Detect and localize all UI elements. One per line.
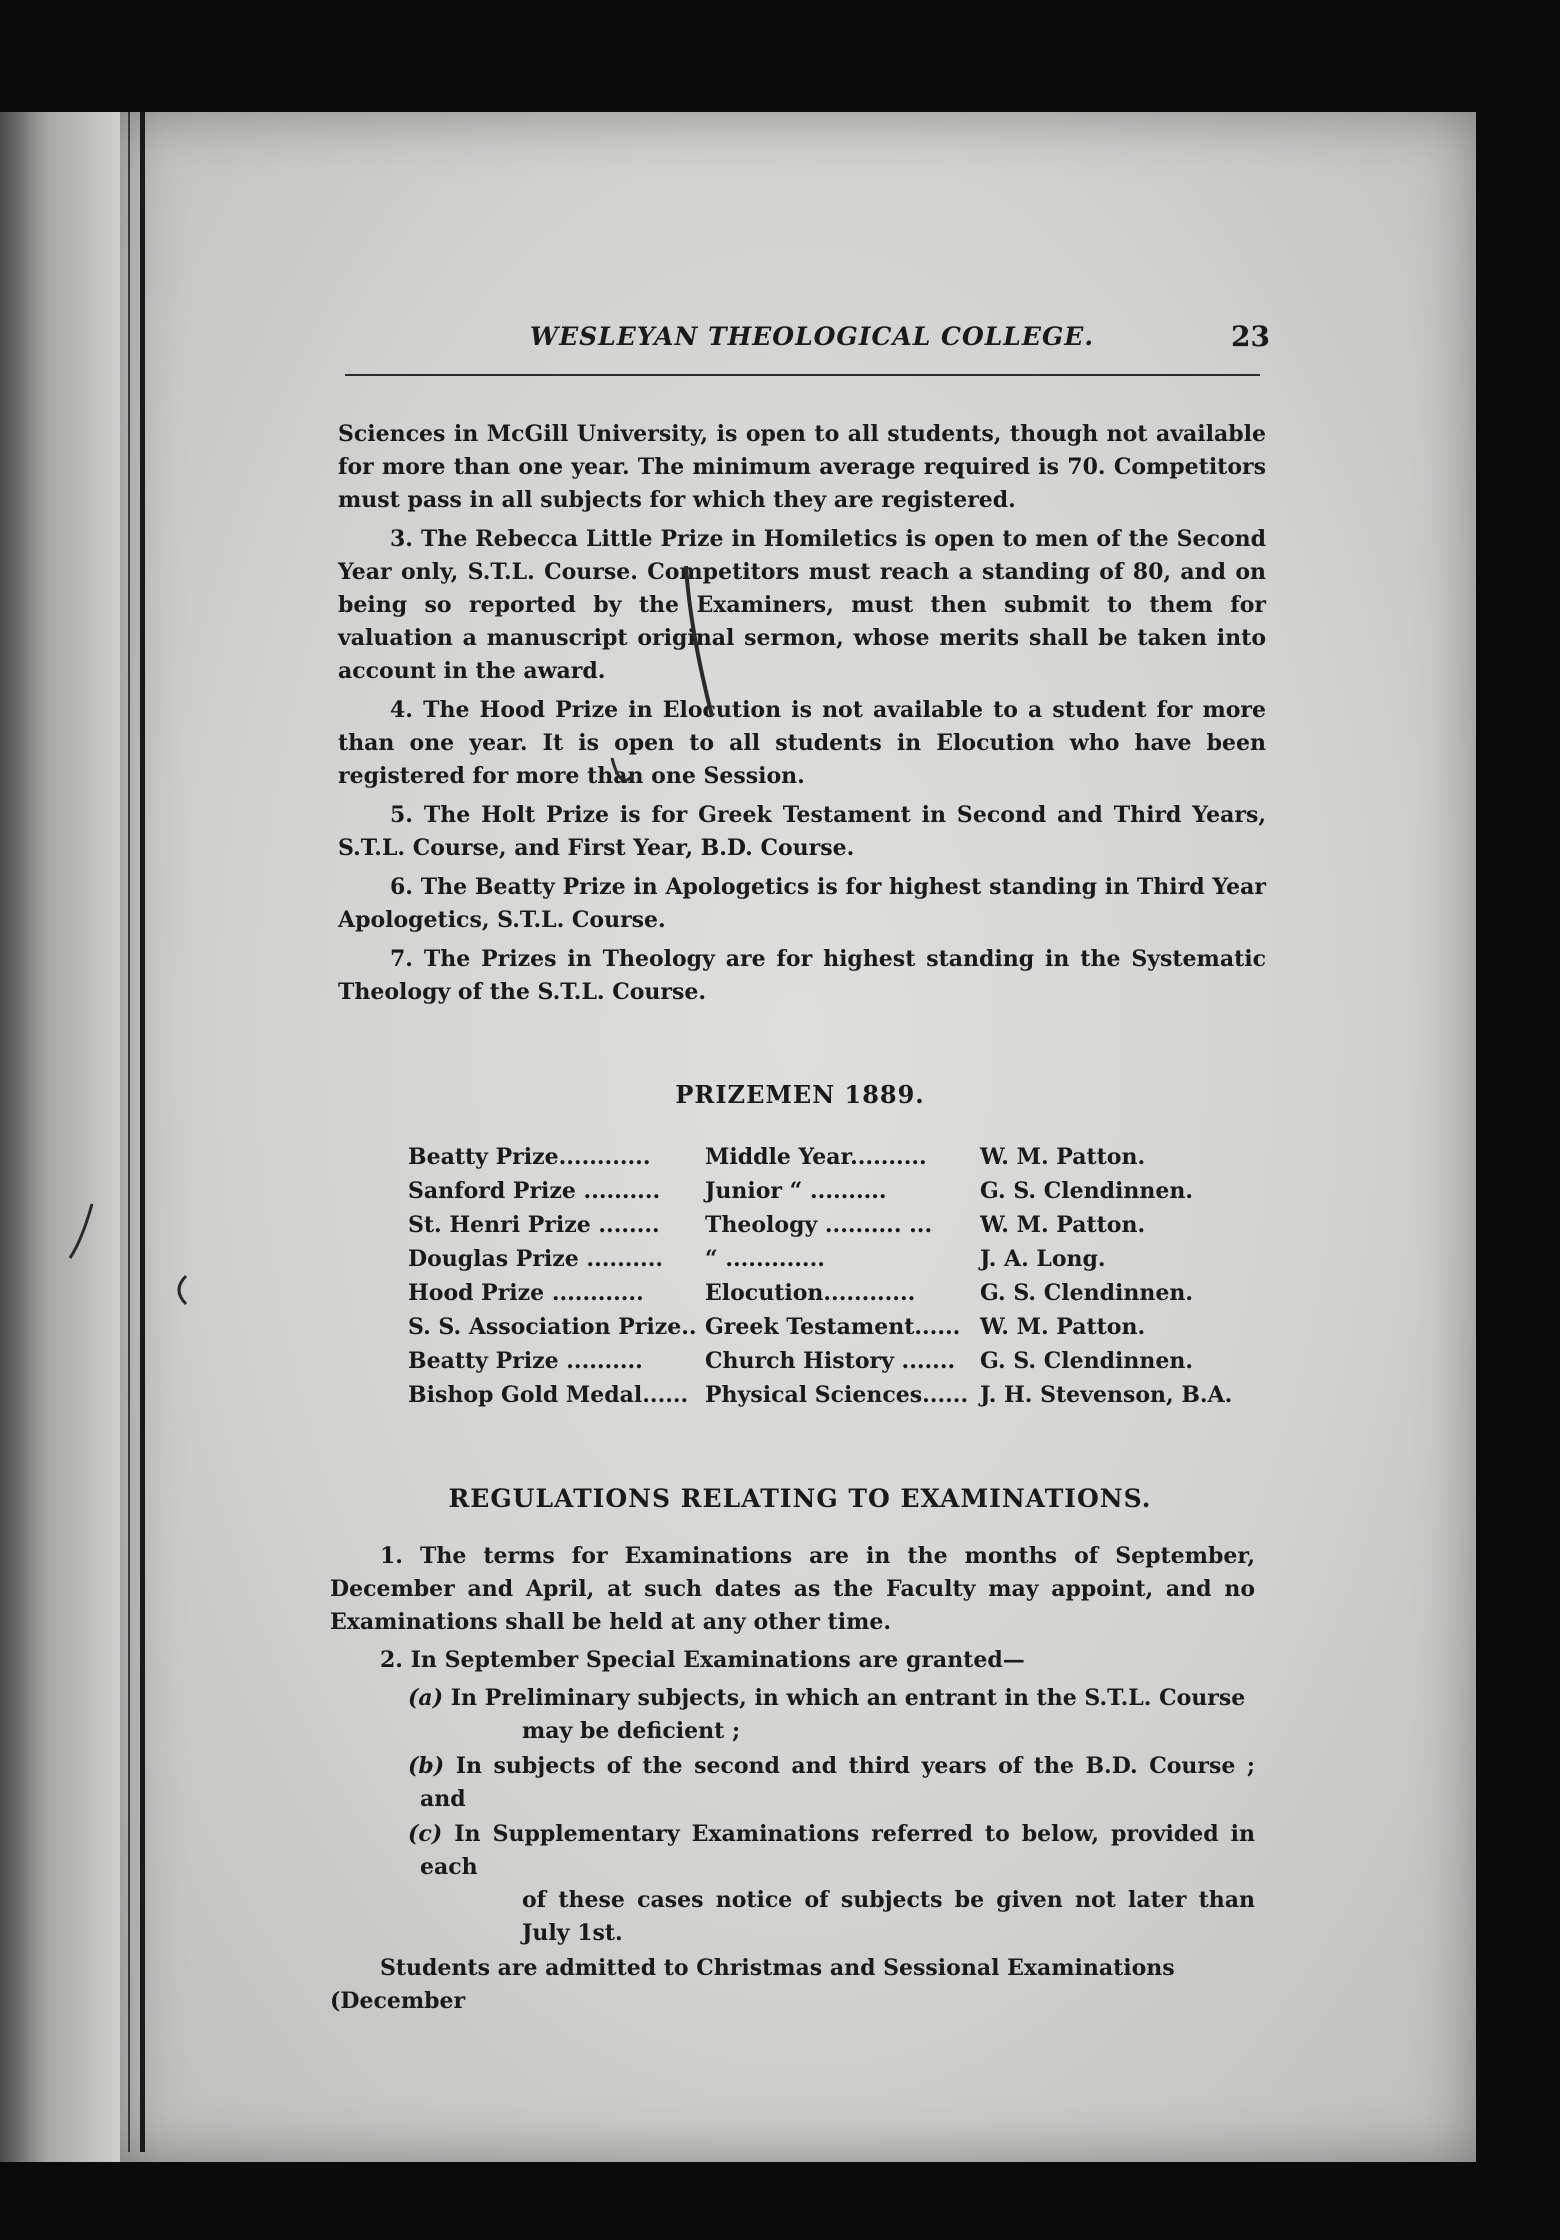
prize-row <box>408 1378 1233 1412</box>
item-text: In subjects of the second and third years of the B.D. Course ; and <box>420 1753 1255 1812</box>
prizemen-table <box>408 1140 1233 1412</box>
prize-row <box>408 1276 1208 1310</box>
prize-name: Bishop Gold Medal...... <box>408 1382 689 1408</box>
prize-row <box>408 1140 1208 1174</box>
prize-winner: W. M. Patton. <box>980 1144 1146 1170</box>
prize-subject: Greek Testament...... <box>705 1314 961 1340</box>
prize-name: Sanford Prize .......... <box>408 1178 661 1204</box>
paragraph-rule-6: 6. The Beatty Prize in Apologetics is for highest standing in Third Year Apologetics, S.T.L. Course. <box>338 874 1266 933</box>
prize-name: Beatty Prize .......... <box>408 1348 643 1374</box>
regulation-2: 2. In September Special Examinations are granted— <box>380 1647 1025 1673</box>
prize-winner: G. S. Clendinnen. <box>980 1348 1193 1374</box>
prize-name: Hood Prize ............ <box>408 1280 644 1306</box>
paragraph-rule-5: 5. The Holt Prize is for Greek Testament in Second and Third Years, S.T.L. Course, and First Year, B.D. Course. <box>338 802 1266 861</box>
prize-winner: J. H. Stevenson, B.A. <box>980 1382 1233 1408</box>
item-label: (b) <box>408 1753 445 1779</box>
binding-shadow <box>128 112 130 2152</box>
prize-rules-section <box>338 418 1266 1015</box>
paragraph-rule-3: 3. The Rebecca Little Prize in Homiletics is open to men of the Second Year only, S.T.L. Course. Competitors must reach a standing of 80, and on being so reported by the Examiners, must then submit to them for valuation a manuscript original sermon, whose merits shall be taken into account in the award. <box>338 526 1266 684</box>
prizemen-heading: PRIZEMEN 1889. <box>675 1080 925 1109</box>
prize-subject: Middle Year.......... <box>705 1144 927 1170</box>
prize-subject: Junior “ .......... <box>705 1178 887 1204</box>
prize-winner: W. M. Patton. <box>980 1212 1146 1238</box>
prize-winner: J. A. Long. <box>980 1246 1106 1272</box>
paragraph-continued: Sciences in McGill University, is open to all students, though not available for more than one year. The minimum average required is 70. Competitors must pass in all subjects for which they are registered. <box>338 421 1266 513</box>
item-label: (a) <box>408 1685 444 1711</box>
prize-subject: Elocution............ <box>705 1280 916 1306</box>
page-header <box>345 322 1270 362</box>
regulation-2a <box>330 1682 1255 1748</box>
prize-row <box>408 1174 1208 1208</box>
item-label: (c) <box>408 1821 443 1847</box>
prize-name: S. S. Association Prize.. <box>408 1314 697 1340</box>
item-continuation: of these cases notice of subjects be given not later than July 1st. <box>522 1887 1255 1946</box>
prize-subject: Physical Sciences...... <box>705 1382 969 1408</box>
item-continuation: may be deficient ; <box>522 1718 741 1744</box>
paragraph-rule-4: 4. The Hood Prize in Elocution is not available to a student for more than one year. It is open to all students in Elocution who have been registered for more than one Session. <box>338 697 1266 789</box>
prize-row <box>408 1310 1208 1344</box>
regulations-section <box>330 1540 1255 2023</box>
prize-row <box>408 1208 1208 1242</box>
prize-winner: W. M. Patton. <box>980 1314 1146 1340</box>
prize-subject: “ ............. <box>705 1246 825 1272</box>
prize-winner: G. S. Clendinnen. <box>980 1280 1193 1306</box>
prize-row <box>408 1344 1208 1378</box>
binding-edge <box>140 112 145 2152</box>
prize-name: St. Henri Prize ........ <box>408 1212 660 1238</box>
regulations-heading: REGULATIONS RELATING TO EXAMINATIONS. <box>448 1484 1152 1513</box>
prize-row <box>408 1242 1208 1276</box>
regulation-2b <box>330 1750 1255 1816</box>
prize-name: Douglas Prize .......... <box>408 1246 664 1272</box>
prize-name: Beatty Prize............ <box>408 1144 651 1170</box>
prize-winner: G. S. Clendinnen. <box>980 1178 1193 1204</box>
adjacent-page-edge <box>0 112 120 2162</box>
regulation-1: 1. The terms for Examinations are in the months of September, December and April, at such dates as the Faculty may appoint, and no Examinations shall be held at any other time. <box>330 1543 1255 1635</box>
running-title: WESLEYAN THEOLOGICAL COLLEGE. <box>530 322 1095 351</box>
page-number: 23 <box>1231 320 1270 353</box>
item-text: In Supplementary Examinations referred to below, provided in each <box>420 1821 1255 1880</box>
prize-subject: Theology .......... ... <box>705 1212 933 1238</box>
regulation-2c <box>330 1818 1255 1950</box>
regulation-continued: Students are admitted to Christmas and Sessional Examinations (December <box>330 1955 1175 2014</box>
prize-subject: Church History ....... <box>705 1348 956 1374</box>
item-text: In Preliminary subjects, in which an entrant in the S.T.L. Course <box>450 1685 1246 1711</box>
paragraph-rule-7: 7. The Prizes in Theology are for highest standing in the Systematic Theology of the S.T.L. Course. <box>338 946 1266 1005</box>
header-rule <box>345 374 1260 376</box>
